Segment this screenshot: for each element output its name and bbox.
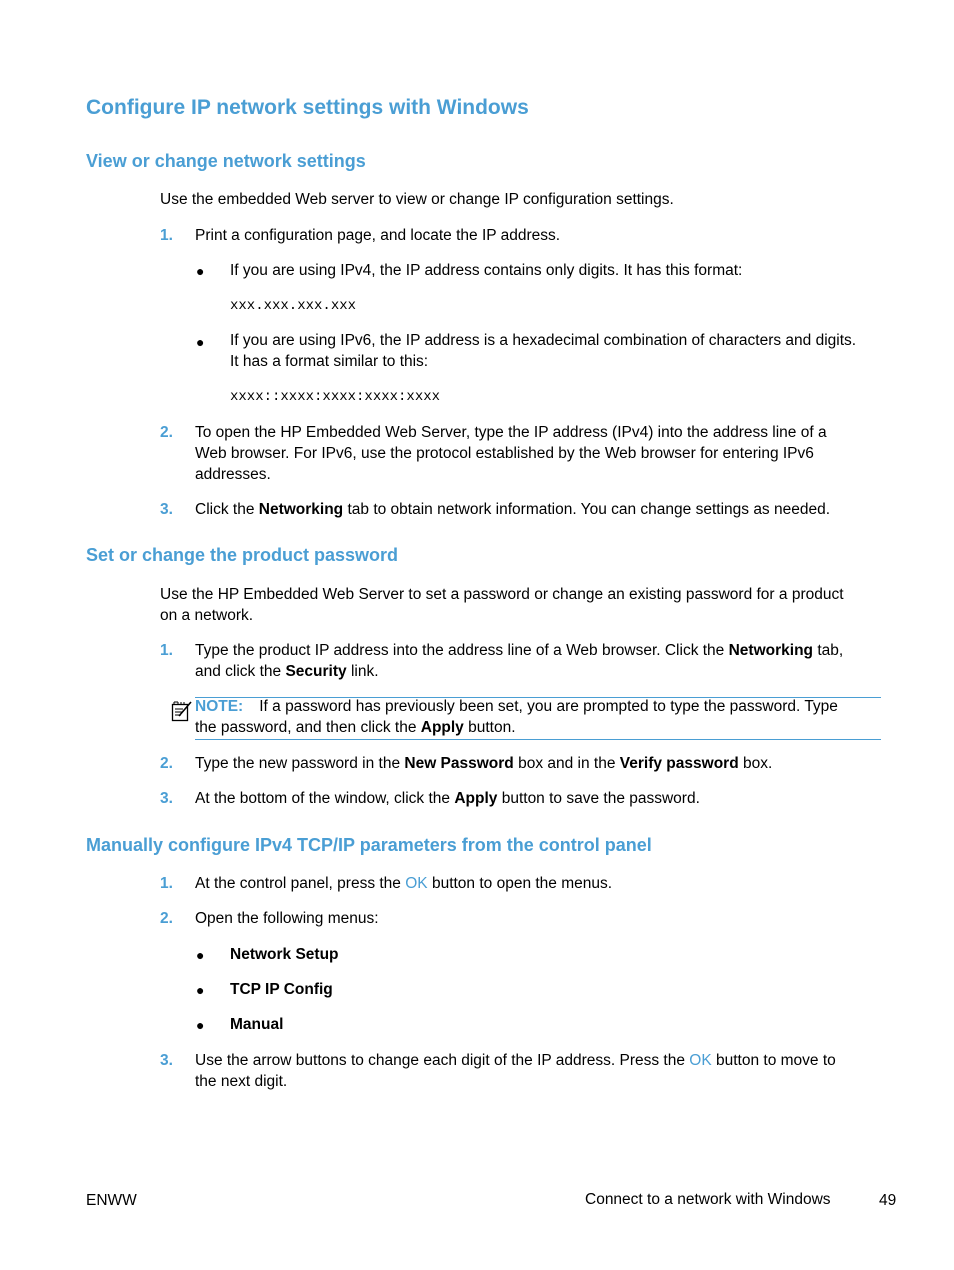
footer-chapter: Connect to a network with Windows: [585, 1191, 831, 1208]
menu-item: Manual: [230, 1016, 284, 1033]
bullet-icon: ●: [196, 1017, 205, 1033]
step-number: 1.: [160, 227, 173, 244]
step-text: Open the following menus:: [195, 910, 379, 927]
step-text: At the bottom of the window, click the Apply button to save the password.: [195, 790, 700, 807]
page-number: 49: [879, 1192, 897, 1209]
page-title: Configure IP network settings with Windows: [86, 96, 529, 119]
ok-button-ref: OK: [689, 1052, 712, 1069]
step-text: At the control panel, press the OK button to open the menus.: [195, 875, 613, 892]
step-number: 2.: [160, 755, 173, 772]
step-text: the next digit.: [195, 1073, 288, 1090]
bullet-text: It has a format similar to this:: [230, 353, 429, 370]
step-number: 3.: [160, 790, 173, 807]
step-number: 2.: [160, 910, 173, 927]
step-text: Web browser. For IPv6, use the protocol established by the Web browser for entering IPv6: [195, 445, 814, 462]
step-number: 1.: [160, 642, 173, 659]
step-text: addresses.: [195, 466, 271, 483]
bullet-icon: ●: [196, 334, 205, 350]
note-label: NOTE:: [195, 698, 244, 715]
step-text: Click the Networking tab to obtain network information. You can change settings as needed.: [195, 501, 831, 518]
footer-left: ENWW: [86, 1192, 137, 1209]
note-bottom-rule: [195, 739, 881, 740]
note-text: NOTE: If a password has previously been set, you are prompted to type the password. Type: [195, 698, 838, 715]
ok-button-ref: OK: [405, 875, 428, 892]
step-text: Type the new password in the New Password box and in the Verify password box.: [195, 755, 773, 772]
step-number: 3.: [160, 501, 173, 518]
bullet-text: If you are using IPv4, the IP address contains only digits. It has this format:: [230, 262, 743, 279]
step-number: 3.: [160, 1052, 173, 1069]
step-number: 2.: [160, 424, 173, 441]
note-icon: [170, 699, 194, 723]
step-text: To open the HP Embedded Web Server, type the IP address (IPv4) into the address line of a: [195, 424, 827, 441]
bullet-icon: ●: [196, 263, 205, 279]
ipv6-format-code: xxxx::xxxx:xxxx:xxxx:xxxx: [230, 389, 441, 405]
menu-item: Network Setup: [230, 946, 339, 963]
step-text: Print a configuration page, and locate the IP address.: [195, 227, 561, 244]
section-title-password: Set or change the product password: [86, 545, 399, 565]
section-title-manual-ipv4: Manually configure IPv4 TCP/IP parameters from the control panel: [86, 835, 652, 855]
ipv4-format-code: xxx.xxx.xxx.xxx: [230, 298, 357, 314]
section-intro: Use the embedded Web server to view or change IP configuration settings.: [160, 191, 674, 208]
bullet-icon: ●: [196, 982, 205, 998]
step-text: and click the Security link.: [195, 663, 379, 680]
step-number: 1.: [160, 875, 173, 892]
bullet-text: If you are using IPv6, the IP address is a hexadecimal combination of characters and digits.: [230, 332, 857, 349]
bullet-icon: ●: [196, 947, 205, 963]
section-title-view-network: View or change network settings: [86, 151, 366, 171]
section-intro: Use the HP Embedded Web Server to set a password or change an existing password for a product: [160, 586, 844, 603]
step-text: Use the arrow buttons to change each digit of the IP address. Press the OK button to move to: [195, 1052, 836, 1069]
step-text: Type the product IP address into the address line of a Web browser. Click the Networking tab,: [195, 642, 844, 659]
section-intro: on a network.: [160, 607, 254, 624]
menu-item: TCP IP Config: [230, 981, 333, 998]
note-text: the password, and then click the Apply button.: [195, 719, 516, 736]
